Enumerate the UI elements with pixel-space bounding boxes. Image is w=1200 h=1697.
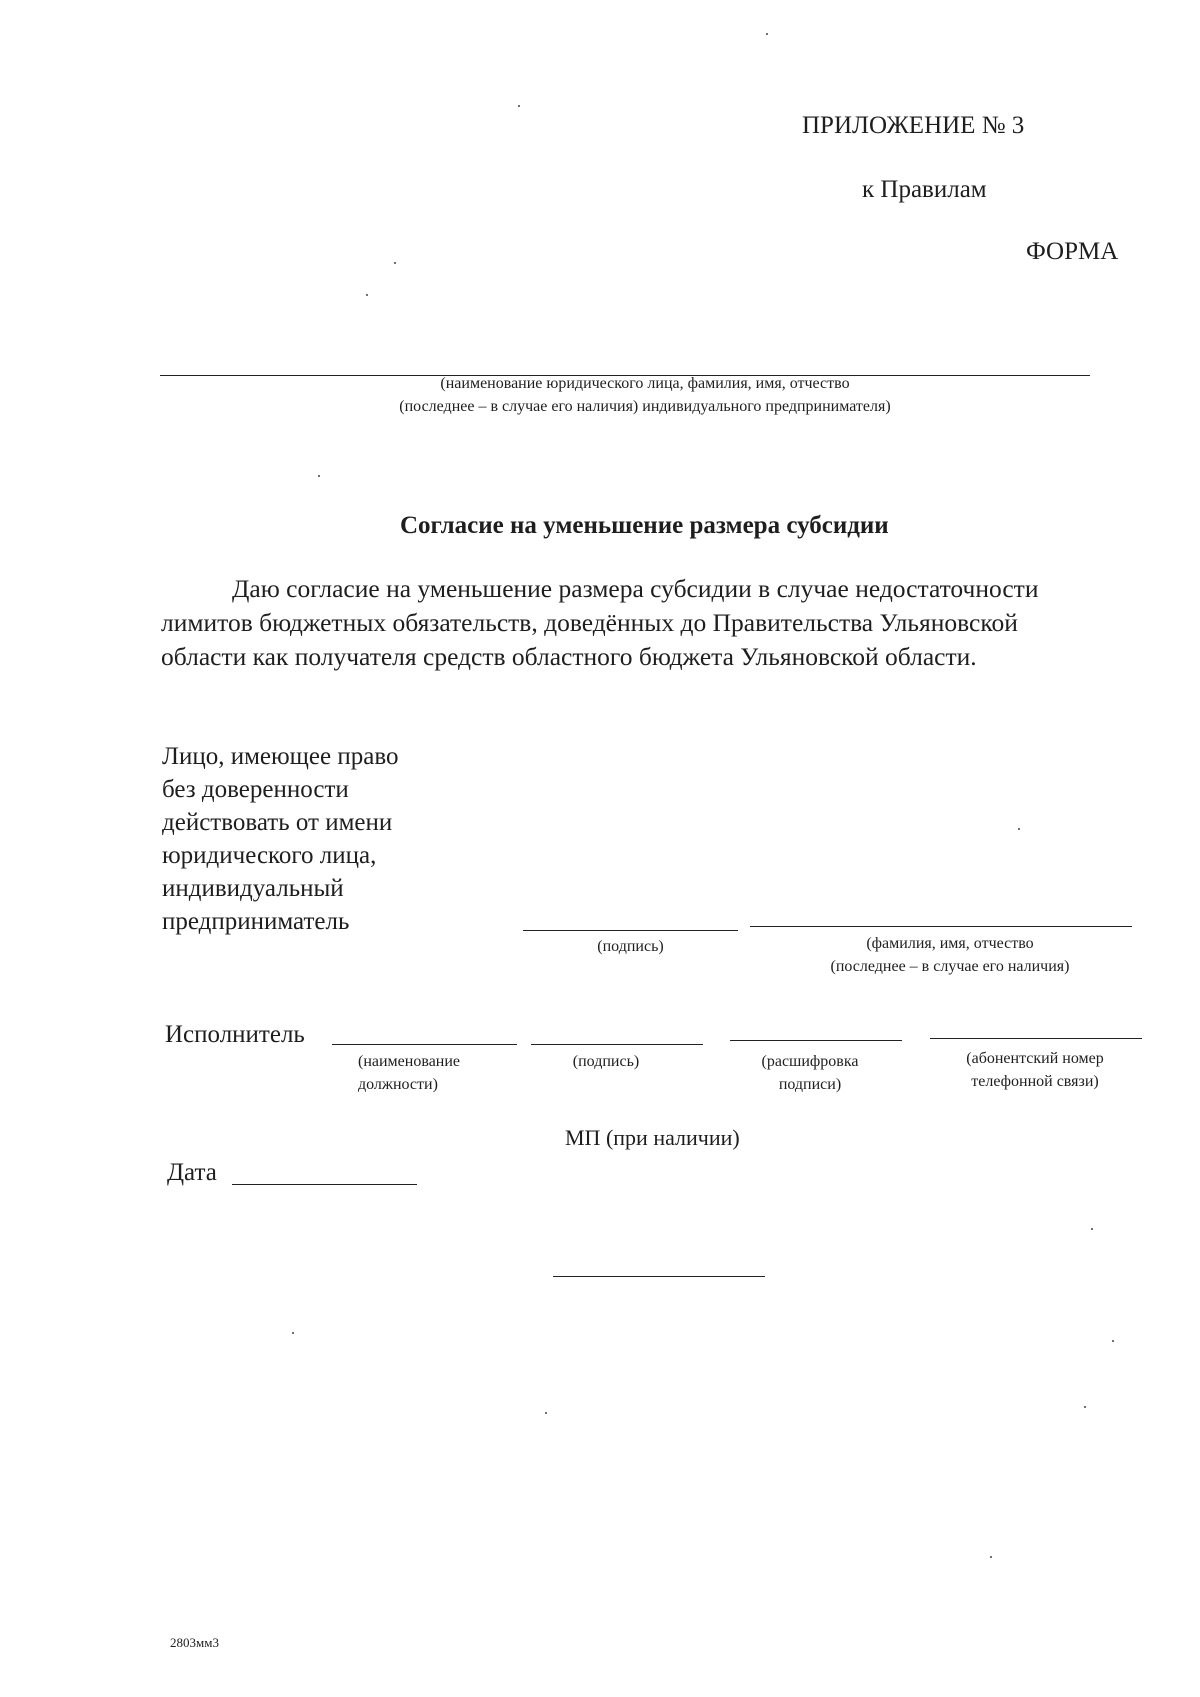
authorized-signature-line[interactable]: [523, 930, 738, 931]
entity-caption-line2: (последнее – в случае его наличия) индивидуального предпринимателя): [399, 398, 891, 415]
body-line-2: лимитов бюджетных обязательств, доведённых до Правительства Ульяновской: [161, 608, 1018, 637]
decoding-caption-line2: подписи): [778, 1076, 842, 1093]
end-separator-line: [553, 1276, 765, 1277]
executor-decoding-caption: [730, 1050, 890, 1096]
authorized-line: без доверенности: [162, 776, 349, 803]
body-line-3: области как получателя средств областного бюджета Ульяновской области.: [161, 642, 977, 671]
entity-name-caption: [325, 372, 965, 418]
stamp-note: МП (при наличии): [565, 1125, 740, 1150]
scan-speck: [1018, 828, 1020, 830]
document-code: 2803мм3: [170, 1635, 219, 1650]
scan-speck: [518, 105, 520, 107]
scan-speck: [394, 262, 396, 264]
executor-label: Исполнитель: [165, 1021, 305, 1048]
entity-caption-line1: (наименование юридического лица, фамилия, имя, отчество: [440, 375, 850, 392]
date-label: Дата: [167, 1159, 217, 1186]
appendix-number: ПРИЛОЖЕНИЕ № 3: [802, 112, 1025, 139]
scan-speck: [292, 1332, 294, 1334]
position-caption-line1: (наименование: [358, 1053, 461, 1070]
decoding-caption-line1: (расшифровка: [761, 1053, 859, 1070]
authorized-signature-caption: (подпись): [597, 938, 664, 955]
executor-decoding-line[interactable]: [730, 1040, 902, 1041]
name-caption-line2: (последнее – в случае его наличия): [830, 958, 1070, 975]
scan-speck: [766, 33, 768, 35]
authorized-line: юридического лица,: [162, 842, 377, 869]
executor-position-caption: [358, 1050, 508, 1096]
position-caption-line2: должности): [358, 1076, 438, 1093]
scan-speck: [1084, 1406, 1086, 1408]
scan-speck: [1112, 1340, 1114, 1342]
scan-speck: [366, 294, 368, 296]
date-line[interactable]: [232, 1184, 417, 1185]
authorized-person-label: [162, 740, 399, 938]
name-caption-line1: (фамилия, имя, отчество: [866, 935, 1034, 952]
executor-phone-line[interactable]: [930, 1038, 1142, 1039]
rules-reference: к Правилам: [862, 176, 987, 203]
executor-signature-line[interactable]: [531, 1044, 703, 1045]
executor-phone-caption: [935, 1047, 1135, 1093]
body-line-1: Даю согласие на уменьшение размера субсидии в случае недостаточности: [232, 574, 1039, 603]
authorized-line: предприниматель: [162, 908, 350, 935]
authorized-line: действовать от имени: [162, 809, 393, 836]
phone-caption-line2: телефонной связи): [971, 1073, 1099, 1090]
scan-speck: [990, 1556, 992, 1558]
authorized-line: Лицо, имеющее право: [162, 743, 399, 770]
executor-signature-caption: (подпись): [572, 1053, 640, 1070]
phone-caption-line1: (абонентский номер: [966, 1050, 1104, 1067]
document-title: Согласие на уменьшение размера субсидии: [400, 512, 889, 539]
scan-speck: [318, 475, 320, 477]
form-label: ФОРМА: [1026, 238, 1119, 265]
authorized-name-line[interactable]: [750, 926, 1132, 927]
scan-speck: [1091, 1228, 1093, 1230]
authorized-name-caption: [780, 932, 1120, 978]
scan-speck: [545, 1412, 547, 1414]
authorized-line: индивидуальный: [162, 875, 344, 902]
executor-position-line[interactable]: [332, 1044, 517, 1045]
